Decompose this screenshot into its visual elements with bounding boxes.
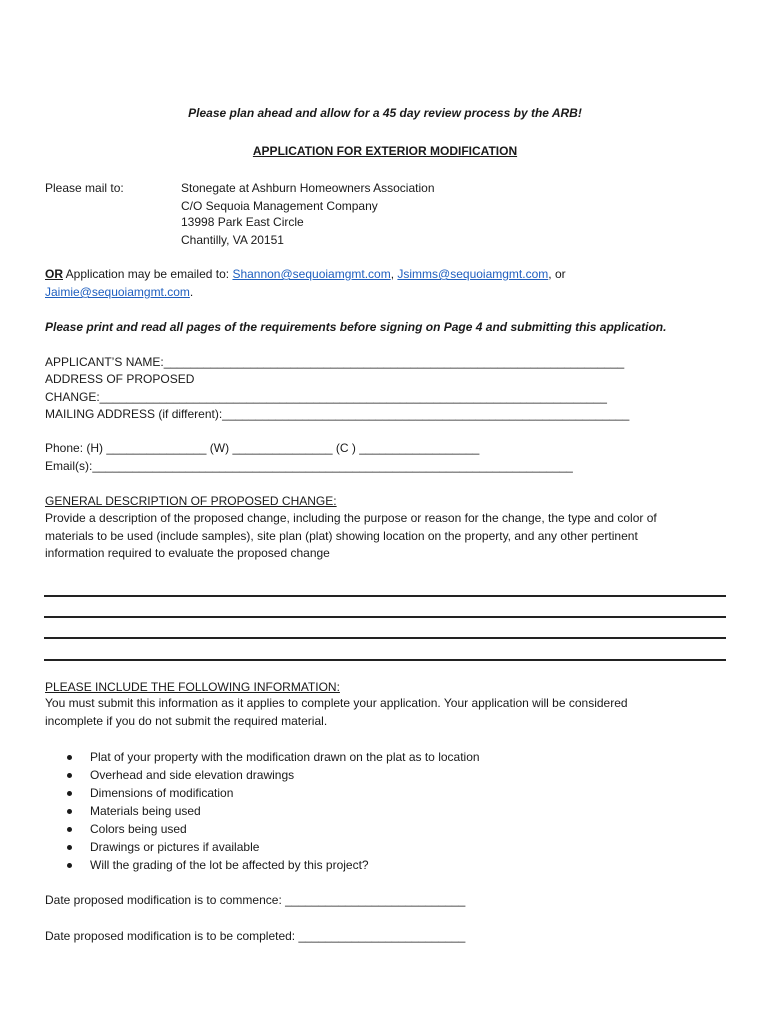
- description-text: Provide a description of the proposed change, including the purpose or reason for the change, the type and color of: [45, 511, 657, 525]
- list-item: Dimensions of modification: [66, 784, 480, 802]
- phone-field[interactable]: Phone: (H) _______________ (W) _______________ (C ) __________________: [45, 441, 480, 455]
- email-option-line-2: [45, 284, 193, 301]
- include-text: incomplete if you do not submit the required material.: [45, 714, 328, 728]
- form-title: APPLICATION FOR EXTERIOR MODIFICATION: [252, 144, 518, 158]
- email-option-line: [45, 266, 566, 283]
- email-link-jaimie[interactable]: Jaimie@sequoiamgmt.com: [45, 285, 190, 299]
- mail-address-line: Stonegate at Ashburn Homeowners Association: [181, 181, 435, 195]
- mail-address-line: 13998 Park East Circle: [181, 215, 304, 229]
- print-instruction: Please print and read all pages of the requirements before signing on Page 4 and submitting this application.: [45, 320, 667, 334]
- description-line[interactable]: [44, 659, 726, 661]
- required-items-list: [66, 748, 480, 874]
- list-item: Colors being used: [66, 820, 480, 838]
- bullet-icon: [67, 773, 72, 778]
- completion-date-field[interactable]: Date proposed modification is to be completed: _________________________: [45, 929, 466, 943]
- bullet-icon: [67, 809, 72, 814]
- bullet-icon: [67, 863, 72, 868]
- mailing-address-field[interactable]: MAILING ADDRESS (if different):_____________________________________________________________: [45, 407, 630, 421]
- applicant-name-field[interactable]: APPLICANT’S NAME:_____________________________________________________________________: [45, 355, 625, 369]
- email-link-jsimms[interactable]: Jsimms@sequoiamgmt.com: [397, 267, 549, 281]
- email-link-shannon[interactable]: Shannon@sequoiamgmt.com: [232, 267, 391, 281]
- mail-address-line: Chantilly, VA 20151: [181, 233, 284, 247]
- bullet-icon: [67, 845, 72, 850]
- list-item: Plat of your property with the modification drawn on the plat as to location: [66, 748, 480, 766]
- bullet-icon: [67, 791, 72, 796]
- or-label: OR: [45, 267, 63, 281]
- list-item: Overhead and side elevation drawings: [66, 766, 480, 784]
- description-line[interactable]: [44, 616, 726, 618]
- bullet-icon: [67, 827, 72, 832]
- list-item: Materials being used: [66, 802, 480, 820]
- include-text: You must submit this information as it applies to complete your application. Your application will be considered: [45, 696, 628, 710]
- description-line[interactable]: [44, 637, 726, 639]
- include-heading: PLEASE INCLUDE THE FOLLOWING INFORMATION:: [45, 680, 340, 694]
- description-text: information required to evaluate the proposed change: [45, 546, 330, 560]
- email-option-text: Application may be emailed to:: [63, 267, 233, 281]
- description-text: materials to be used (include samples), site plan (plat) showing location on the property, and any other pertinent: [45, 529, 638, 543]
- commence-date-field[interactable]: Date proposed modification is to commence: ___________________________: [45, 893, 466, 907]
- list-item: Will the grading of the lot be affected by this project?: [66, 856, 480, 874]
- email-separator: ,: [390, 267, 398, 281]
- review-notice: Please plan ahead and allow for a 45 day review process by the ARB!: [188, 106, 582, 120]
- mail-address-line: C/O Sequoia Management Company: [181, 199, 378, 213]
- address-change-field[interactable]: CHANGE:____________________________________________________________________________: [45, 390, 607, 404]
- address-label: ADDRESS OF PROPOSED: [45, 372, 195, 386]
- description-heading: GENERAL DESCRIPTION OF PROPOSED CHANGE:: [45, 494, 337, 508]
- email-end: .: [189, 285, 194, 299]
- email-separator: , or: [548, 267, 566, 281]
- mail-label: Please mail to:: [45, 181, 124, 195]
- bullet-icon: [67, 755, 72, 760]
- email-field[interactable]: Email(s):________________________________________________________________________: [45, 459, 573, 473]
- description-line[interactable]: [44, 595, 726, 597]
- list-item: Drawings or pictures if available: [66, 838, 480, 856]
